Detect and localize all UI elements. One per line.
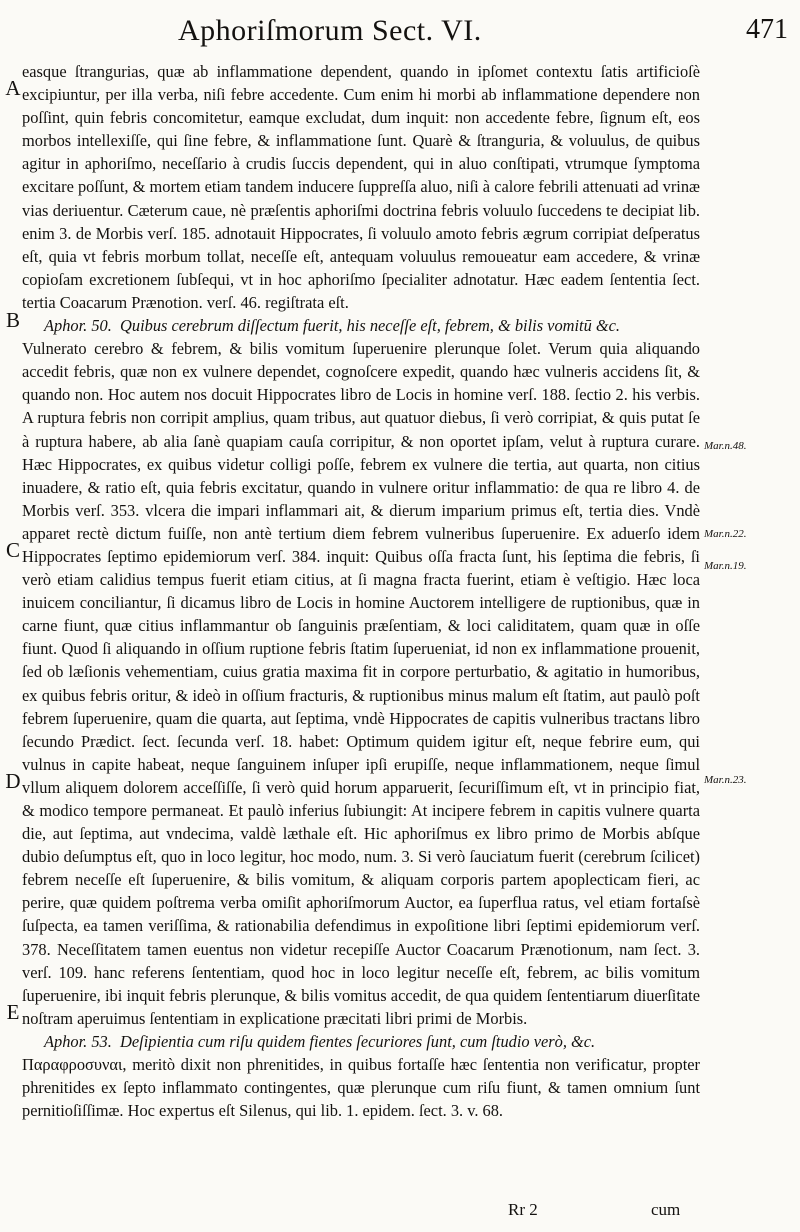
body-text xyxy=(22,60,700,1122)
running-head: Aphoriſmorum Sect. VI. xyxy=(178,14,482,47)
catchword: cum xyxy=(651,1200,681,1219)
aphorism-text: Deſipientia cum riſu quidem fientes ſecuriores ſunt, cum ſtudio verò, &c. xyxy=(120,1031,596,1051)
margin-note: Mar.n.19. xyxy=(704,560,747,572)
paragraph: Vulnerato cerebro & febrem, & bilis vomitum ſuperuenire plerunque ſolet. Verum quia aliquando accedit febris, quæ non ex vulnere dependet, cognoſcere expedit, quando hæc vulneris accidens ſit, & quando non. Hoc autem nos docuit Hippocrates libro de Locis in homine verſ. 188. ſectio 2. his verbis. A ruptura febris non corripit amplius, quam tribus, aut quatuor diebus, ſi verò corripiat, & quis putat ſe à ruptura habere, ab alia ſanè quapiam cauſa corripitur, & non oportet ipſam, velut à ruptura curare. Hæc Hippocrates, ex quibus videtur colligi poſſe, febrem ex vulnere die tertia, aut quarta, non citius inuadere, & ratio eſt, quia febris excitatur, quando in vulnere oritur inflammatio: de qua re libro 4. de Morbis verſ. 353. vlcera die impari inflammari ait, & dierum imparium primus eſt, tertia dies. Vndè apparet rectè dictum fuiſſe, non antè tertium diem febrem vulneribus ſuperuenire. Ex aduerſo idem Hippocrates ſeptimo epidemiorum verſ. 384. inquit: Quibus oſſa fracta ſunt, his ſeptima die febris, ſi verò etiam calidius tempus fuerit etiam citius, at ſi magna fracta fuerint, etiam è veſtigio. Hæc loca inuicem conciliantur, ſi dicamus libro de Locis in homine Auctorem intelligere de ruptionibus, quæ in carne fiunt, quæ citius inflammantur ob ſanguinis præſentiam, & loci caliditatem, quam quæ in oſſe fiunt. Quod ſi aliquando in oſſium ruptione febris ſtatim ſuperueniat, id non ex inflammatione prouenit, ſed ob læſionis vehementiam, cuius gratia maxima fit in corpore perturbatio, & agitatio in humoribus, ex quibus febris oritur, & ideò in oſſium fracturis, & ruptionibus minus malum eſt ſtatim, aut paulò poſt febrem ſuperuenire, quam die quarta, aut ſeptima, vndè Hippocrates de capitis vulneribus tractans libro ſecundo Prædict. ſect. ſecunda verſ. 18. habet: Optimum quidem igitur eſt, neque febrire eum, qui vulnus in capite habeat, neque ſanguinem inſuper ipſi erupiſſe, neque inflammationem, neque ſimul vllum aliquem dolorem acceſſiſſe, ſi verò quid horum apparuerit, ſecuriſſimum eſt, vt in principio fiat, & modico tempore permaneat. Et paulò inferius ſubiungit: At incipere febrem in capitis vulnere quarta die, aut ſeptima, aut vndecima, valdè læthale eſt. Hic aphoriſmus ex libro primo de Morbis abſque dubio deſumptus eſt, quo in loco legitur, hoc modo, num. 3. Si verò ſauciatum fuerit (cerebrum ſcilicet) febrem neceſſe eſt ſuperuenire, & bilis vomitum, & aliquam corporis partem apoplecticam fieri, ac perire, quæ quidem poſtrema verba omiſit aphoriſmorum Auctor, ea ſuperflua ratus, vel etiam fortaſsè ſuſpecta, ea tamen veriſſima, & rationabilia defendimus in expoſitione libri ſeptimi epidemiorum verſ. 378. Neceſſitatem tamen euentus non videtur recepiſſe Auctor Coacarum Prænotionum, nam ſect. 3. verſ. 109. hanc referens ſententiam, quod hoc in loco legitur neceſſe eſt, febrem, ac bilis vomitum ſuperuenire, ibi inquit febris plerunque, & bilis vomitus accedit, de qua quidem ſententiarum diuerſitate noſtram aperuimus ſententiam in explicatione præcitati libri primi de Morbis. xyxy=(22,339,700,1028)
aphorism-number: Aphor. 50. xyxy=(44,316,112,336)
aphorism-heading xyxy=(22,314,700,337)
margin-note: Mar.n.22. xyxy=(704,528,747,540)
margin-note: Mar.n.23. xyxy=(704,774,747,786)
paragraph: easque ſtrangurias, quæ ab inflammatione dependent, quando in ipſomet contextu ſatis artificioſè excipiuntur, per illa verba, niſi febre accedente. Cum enim hi morbi ab inflammatione dependere non poſſint, quin febris concomitetur, eamque excludat, dum inquit: non accedente febre, ſignum eſt, eos morbos intellexiſſe, qui ſine febre, & inflammatione ſunt. Quarè & ſtranguria, & voluulus, de quibus agitur in aphoriſmo, neceſſario à crudis ſuccis dependent, qui in aluo conſtipati, vtrumque ſymptoma excitare poſſunt, & mortem etiam tandem inducere ſuppreſſa aluo, niſi à calore febrili attenuati ad vrinæ vias deriuentur. Cæterum caue, nè præſentis aphoriſmi doctrina febris voluulo ſuccedens te decipiat lib. enim 3. de Morbis verſ. 185. adnotauit Hippocrates, ſi voluulo amoto febris ægrum corripiat deſperatus eſt, quia vt febris morbum tollat, neceſſe eſt, antequam voluulus remoueatur eam accedere, & vrinæ copioſam excretionem ſubſequi, vt in hoc aphoriſmo ſpecialiter adnotatur. Hæc eadem ſententia ſect. tertia Coacarum Prænotion. verſ. 46. regiſtrata eſt. xyxy=(22,62,700,312)
margin-note: Mar.n.48. xyxy=(704,440,747,452)
signature-mark: Rr 2 xyxy=(508,1200,538,1219)
greek-word: Παραφροσυναι, xyxy=(22,1055,127,1075)
aphorism-number: Aphor. 53. xyxy=(44,1031,112,1051)
aphorism-heading xyxy=(22,1030,700,1053)
margin-letter-d: D xyxy=(5,769,21,793)
margin-letter-e: E xyxy=(6,1000,20,1024)
paragraph xyxy=(22,1053,700,1122)
margin-letter-a: A xyxy=(5,76,21,100)
page-number: 471 xyxy=(746,14,788,45)
aphorism-text: Quibus cerebrum diſſectum fuerit, his neceſſe eſt, febrem, & bilis vomitū &c. xyxy=(120,316,621,336)
paragraph-text: meritò dixit non phrenitides, in quibus fortaſſe hæc ſententia non verificatur, propter phrenitides ex ſepto inflammato contingentes, quæ plerunque cum riſu fiunt, & tamen omnium ſunt pernitioſiſſimæ. Hoc expertus eſt Silenus, qui lib. 1. epidem. ſect. 3. v. 68. xyxy=(22,1055,700,1121)
margin-letter-b: B xyxy=(5,308,20,332)
margin-letter-c: C xyxy=(5,538,20,562)
